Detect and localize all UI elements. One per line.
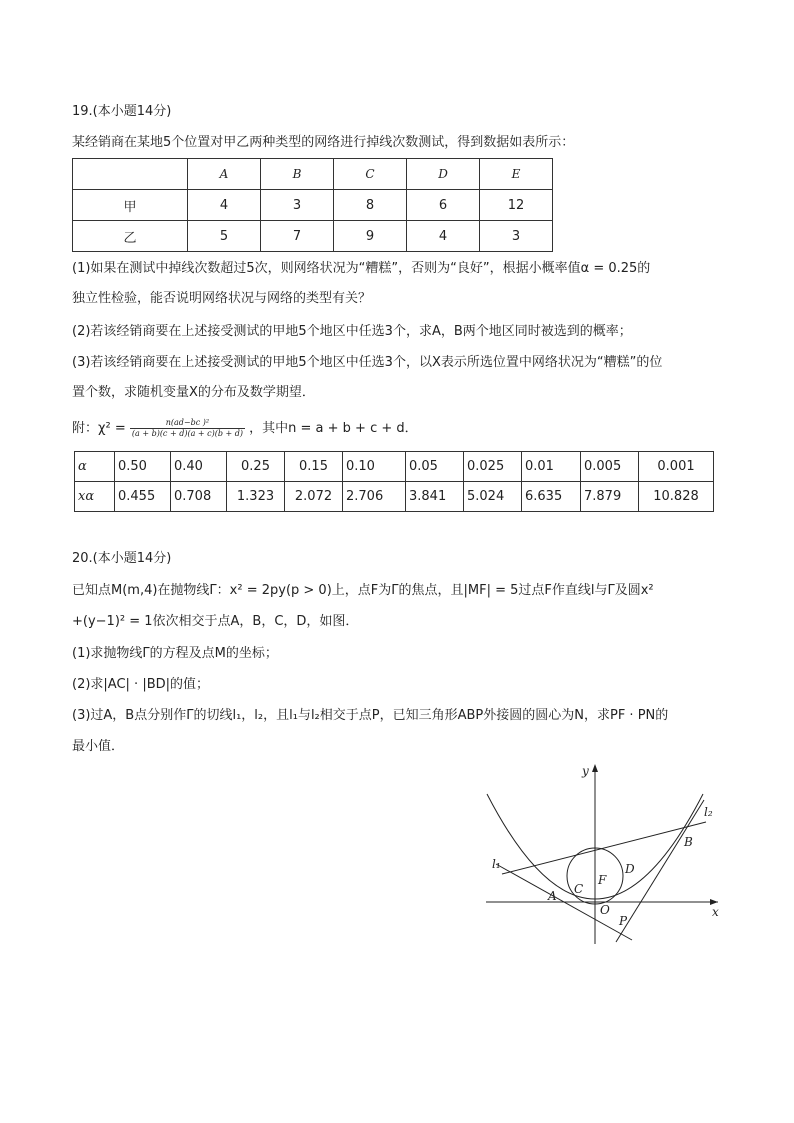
q20-line1: 已知点M(m,4)在抛物线Γ：x² = 2py(p > 0)上，点F为Γ的焦点，且|MF| = 5过点F作直线l与Γ及圆x²: [72, 583, 654, 598]
network-test-table: [72, 158, 553, 252]
table-cell: 0.001: [639, 452, 714, 482]
table-cell: 12: [480, 190, 553, 221]
label-C: C: [574, 882, 584, 896]
formula-numerator: n(ad−bc )²: [130, 418, 245, 429]
table-cell: 0.05: [406, 452, 464, 482]
q19-part2: (2)若该经销商要在上述接受测试的甲地5个地区中任选3个，求A，B两个地区同时被选到的概率；: [72, 324, 632, 339]
chi-square-reference-table: [74, 451, 714, 512]
q20-heading: 20.(本小题14分): [72, 551, 172, 566]
table-cell: 0.50: [115, 452, 171, 482]
row-label: xα: [75, 482, 115, 512]
label-O: O: [600, 903, 610, 917]
label-l2: l₂: [704, 805, 713, 819]
table-cell: 0.15: [285, 452, 343, 482]
q19-heading: 19.(本小题14分): [72, 104, 172, 119]
table-cell: 4: [407, 221, 480, 252]
table-cell: 0.455: [115, 482, 171, 512]
table-header-cell: B: [261, 159, 334, 190]
table-row: [73, 221, 553, 252]
table-cell: 2.706: [343, 482, 406, 512]
y-axis-arrow: [592, 764, 598, 772]
table-cell: 0.01: [522, 452, 581, 482]
q19-part3-line2: 置个数，求随机变量X的分布及数学期望．: [72, 385, 315, 400]
formula-suffix: ，其中n = a + b + c + d．: [249, 421, 418, 436]
table-cell: 2.072: [285, 482, 343, 512]
table-cell: 3.841: [406, 482, 464, 512]
table-cell: 5: [188, 221, 261, 252]
table-cell: 6: [407, 190, 480, 221]
q20-part3-line1: (3)过A，B点分别作Γ的切线l₁，l₂，且l₁与l₂相交于点P，已知三角形ABP外接圆的圆心为N，求PF · PN的: [72, 708, 669, 723]
table-cell: 8: [334, 190, 407, 221]
label-F: F: [598, 873, 607, 887]
table-cell: 5.024: [464, 482, 522, 512]
table-cell: 7.879: [581, 482, 639, 512]
label-y: y: [582, 764, 589, 778]
label-D: D: [625, 862, 635, 876]
table-cell: 4: [188, 190, 261, 221]
line-l: [502, 822, 706, 874]
label-l1: l₁: [492, 857, 501, 871]
table-cell: 0.10: [343, 452, 406, 482]
parabola-circle-figure: [482, 760, 742, 950]
q19-intro: 某经销商在某地5个位置对甲乙两种类型的网络进行掉线次数测试，得到数据如表所示：: [72, 135, 575, 150]
table-cell: 0.005: [581, 452, 639, 482]
q20-line2: +(y−1)² = 1依次相交于点A，B，C，D，如图．: [72, 614, 359, 629]
table-row: [73, 190, 553, 221]
table-cell: 0.25: [227, 452, 285, 482]
table-header-cell: E: [480, 159, 553, 190]
formula-fraction: [130, 418, 245, 439]
table-cell: 9: [334, 221, 407, 252]
table-cell: 0.025: [464, 452, 522, 482]
table-cell: 0.40: [171, 452, 227, 482]
q20-part1: (1)求抛物线Γ的方程及点M的坐标；: [72, 646, 278, 661]
table-header-cell: C: [334, 159, 407, 190]
label-P: P: [619, 914, 628, 928]
q19-part3-line1: (3)若该经销商要在上述接受测试的甲地5个地区中任选3个，以X表示所选位置中网络状况为“糟糕”的位: [72, 355, 663, 370]
label-B: B: [684, 835, 693, 849]
table-header-row: [73, 159, 553, 190]
q20-part3-line2: 最小值．: [72, 739, 125, 754]
table-cell: 7: [261, 221, 334, 252]
table-cell: 10.828: [639, 482, 714, 512]
table-header-cell: [73, 159, 188, 190]
table-cell: 3: [261, 190, 334, 221]
chi-square-formula: [72, 416, 418, 442]
q20-part2: (2)求|AC| · |BD|的值；: [72, 677, 210, 692]
label-A: A: [548, 889, 557, 903]
table-header-cell: D: [407, 159, 480, 190]
table-row: [75, 452, 714, 482]
formula-prefix: 附：χ² =: [72, 421, 126, 436]
formula-denominator: (a + b)(c + d)(a + c)(b + d): [131, 429, 243, 438]
table-cell: 6.635: [522, 482, 581, 512]
row-label: 乙: [73, 221, 188, 252]
table-row: [75, 482, 714, 512]
table-cell: 0.708: [171, 482, 227, 512]
row-label: α: [75, 452, 115, 482]
table-cell: 1.323: [227, 482, 285, 512]
table-cell: 3: [480, 221, 553, 252]
label-x: x: [712, 905, 719, 919]
q19-part1-line2: 独立性检验，能否说明网络状况与网络的类型有关？: [72, 291, 372, 306]
table-header-cell: A: [188, 159, 261, 190]
row-label: 甲: [73, 190, 188, 221]
q19-part1-line1: (1)如果在测试中掉线次数超过5次，则网络状况为“糟糕”，否则为“良好”，根据小概率值α = 0.25的: [72, 261, 651, 276]
